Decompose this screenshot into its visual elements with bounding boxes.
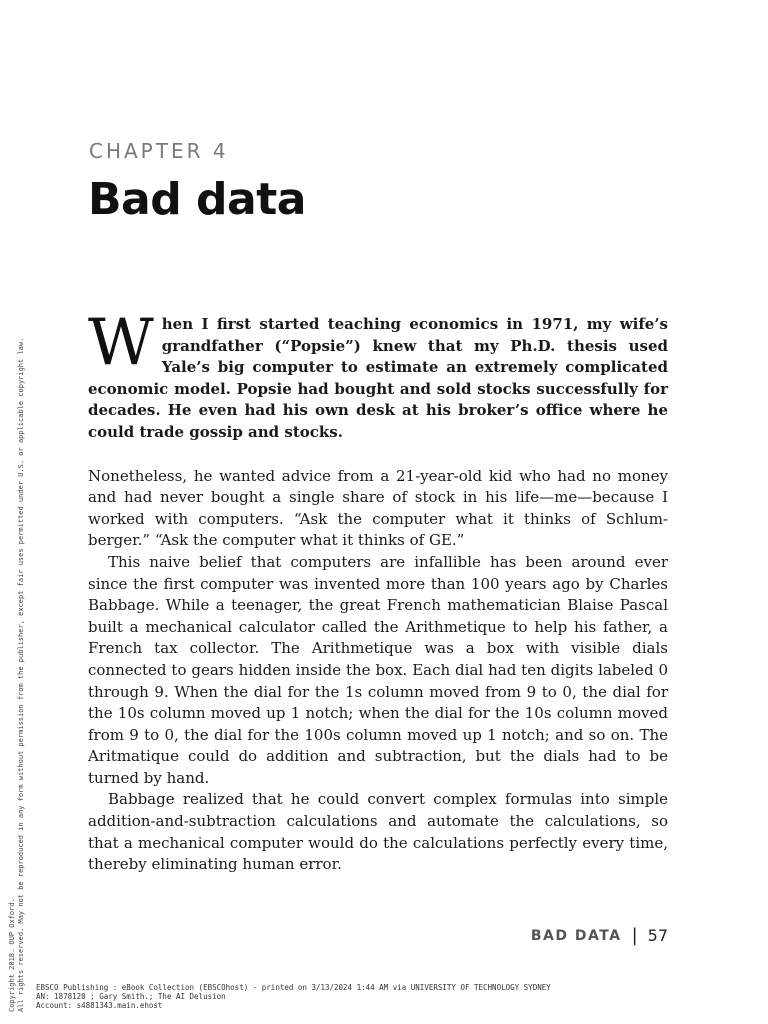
opening-text: hen I first started teaching economics in 1971, my wife’s grandfather (“Popsie”) knew that my Ph.D. thesis used Yale’s big computer to estimate an extremely complicated economic model. Popsie had bought and sold stocks successfully for decades. He even had his own desk at his broker’s office where he could trade gossip and stocks.: [88, 315, 668, 441]
footer-divider: |: [631, 925, 638, 946]
chapter-label: CHAPTER 4: [89, 139, 229, 163]
running-footer-title: BAD DATA: [530, 927, 622, 944]
copyright-notice: [8, 212, 26, 1012]
ebsco-footer: [36, 983, 551, 1010]
ebsco-line-record: AN: 1878120 ; Gary Smith.; The AI Delusion: [36, 992, 226, 1001]
opening-paragraph: [88, 306, 668, 444]
drop-cap: W: [88, 306, 154, 380]
paragraph: This naive belief that computers are infallible has been around ever since the first computer was invented more than 100 years ago by Charles Babbage. While a teenager, the great French mathematician Blaise Pascal built a mechanical calculator called the Arithmetique to help his father, a French tax collector. The Arithmetique was a box with visible dials connected to gears hidden inside the box. Each dial had ten digits labeled 0 through 9. When the dial for the 1s column moved from 9 to 0, the dial for the 10s column moved up 1 notch; when the dial for the 10s column moved from 9 to 0, the dial for the 100s column moved up 1 notch; and so on. The Aritmatique could do addition and subtraction, but the dials had to be turned by hand.: [88, 552, 668, 787]
running-footer: [531, 925, 668, 946]
ebsco-line-print: EBSCO Publishing : eBook Collection (EBSCOhost) - printed on 3/13/2024 1:44 AM via UNIVERSITY OF TECHNOLOGY SYDNEY: [36, 983, 551, 992]
paragraph: Nonetheless, he wanted advice from a 21-year-old kid who had no money and had never bought a single share of stock in his life—me—because I worked with computers. “Ask the computer what it thinks of Schlumberger.” “Ask the computer what it thinks of GE.”: [88, 466, 668, 550]
body-text: [88, 306, 668, 876]
paragraph: Babbage realized that he could convert complex formulas into simple addition-and-subtraction calculations and automate the calculations, so that a mechanical computer would do the calculations perfectly every time, thereby eliminating human error.: [88, 790, 668, 874]
page-number: 57: [647, 926, 668, 945]
ebsco-line-account: Account: s4881343.main.ehost: [36, 1001, 163, 1010]
chapter-title: Bad data: [88, 174, 306, 225]
rights-line: All rights reserved. May not be reproduced in any form without permission from the publisher, except fair uses permitted under U.S. or applicable copyright law.: [17, 337, 25, 1012]
copyright-line: Copyright 2018. OUP Oxford.: [8, 898, 16, 1012]
